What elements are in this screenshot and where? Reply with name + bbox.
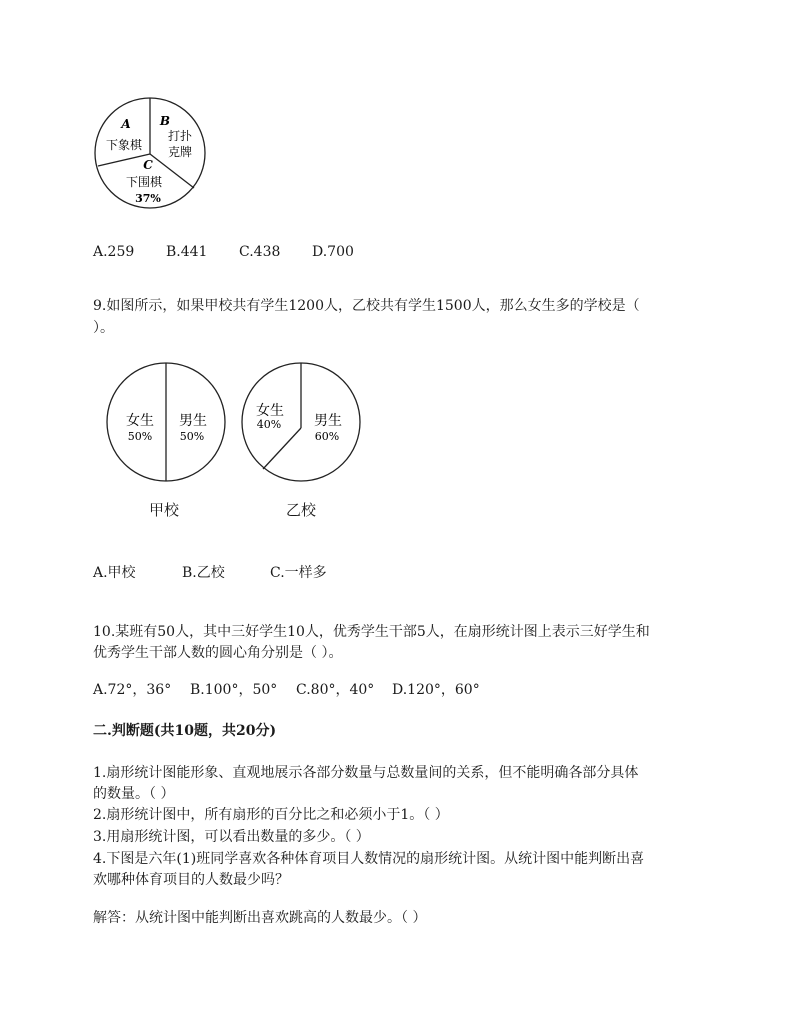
slice-a-label: 下象棋 [105,138,143,152]
q10-options [93,680,480,700]
female-label: 女生 [256,403,284,419]
q8-option-a[interactable]: A.259 [93,244,135,260]
q8-options [93,242,354,262]
female-percent: 50% [127,430,153,443]
section2-heading: 二.判断题(共10题，共20分) [93,723,277,739]
male-percent: 60% [314,430,340,443]
q8-option-c[interactable]: C.438 [239,244,281,260]
q8-option-b[interactable]: B.441 [166,244,208,260]
slice-c-label: 下围棋 [125,175,163,189]
female-percent: 40% [256,418,282,431]
q10-option-d[interactable]: D.120°，60° [392,682,480,698]
slice-c-letter: C [143,158,153,172]
q9-options [93,563,327,583]
judge-q2: 2.扇形统计图中，所有扇形的百分比之和必须小于1。（ ） [93,807,449,823]
slice-c-percent: 37% [135,192,161,205]
q9-option-b[interactable]: B.乙校 [182,565,225,581]
school-yi-pie-chart [238,360,368,490]
pie-divider-bottom [263,428,301,469]
pie-divider-left [98,154,150,166]
male-label: 男生 [314,413,342,429]
judge-q4-answer: 解答：从统计图中能判断出喜欢跳高的人数最少。（ ） [93,910,427,926]
q10-option-a[interactable]: A.72°，36° [93,682,172,698]
q8-option-d[interactable]: D.700 [312,244,354,260]
judge-q3: 3.用扇形统计图，可以看出数量的多少。（ ） [93,829,370,845]
slice-b-label-line1: 打扑 [167,129,193,143]
slice-b-label-line2: 克牌 [167,145,193,159]
slice-b-letter: B [159,114,171,128]
male-label: 男生 [179,413,207,429]
school-yi-caption: 乙校 [286,501,317,519]
q9-text-line1: 9.如图所示，如果甲校共有学生1200人，乙校共有学生1500人，那么女生多的学校是（ [93,298,640,314]
judge-q4-line1: 4.下图是六年(1)班同学喜欢各种体育项目人数情况的扇形统计图。从统计图中能判断出喜 [93,851,645,867]
judge-q1-line2: 的数量。（ ） [93,786,175,802]
judge-q1-line1: 1.扇形统计图能形象、直观地展示各部分数量与总数量间的关系，但不能明确各部分具体 [93,765,639,781]
male-percent: 50% [179,430,205,443]
q10-text-line2: 优秀学生干部人数的圆心角分别是（ ）。 [93,645,343,661]
q9-text-line2: ）。 [93,320,114,336]
school-jia-caption: 甲校 [149,501,180,519]
slice-a-letter: A [121,117,131,131]
female-label: 女生 [126,413,154,429]
q10-option-c[interactable]: C.80°，40° [296,682,375,698]
school-jia-pie-chart [103,360,233,490]
q9-option-a[interactable]: A.甲校 [93,565,136,581]
judge-q4-line2: 欢哪种体育项目的人数最少吗？ [93,872,289,888]
activity-pie-chart [92,94,208,212]
q10-text-line1: 10.某班有50人，其中三好学生10人，优秀学生干部5人，在扇形统计图上表示三好学生和 [93,624,650,640]
q9-option-c[interactable]: C.一样多 [270,565,327,581]
q10-option-b[interactable]: B.100°，50° [190,682,278,698]
